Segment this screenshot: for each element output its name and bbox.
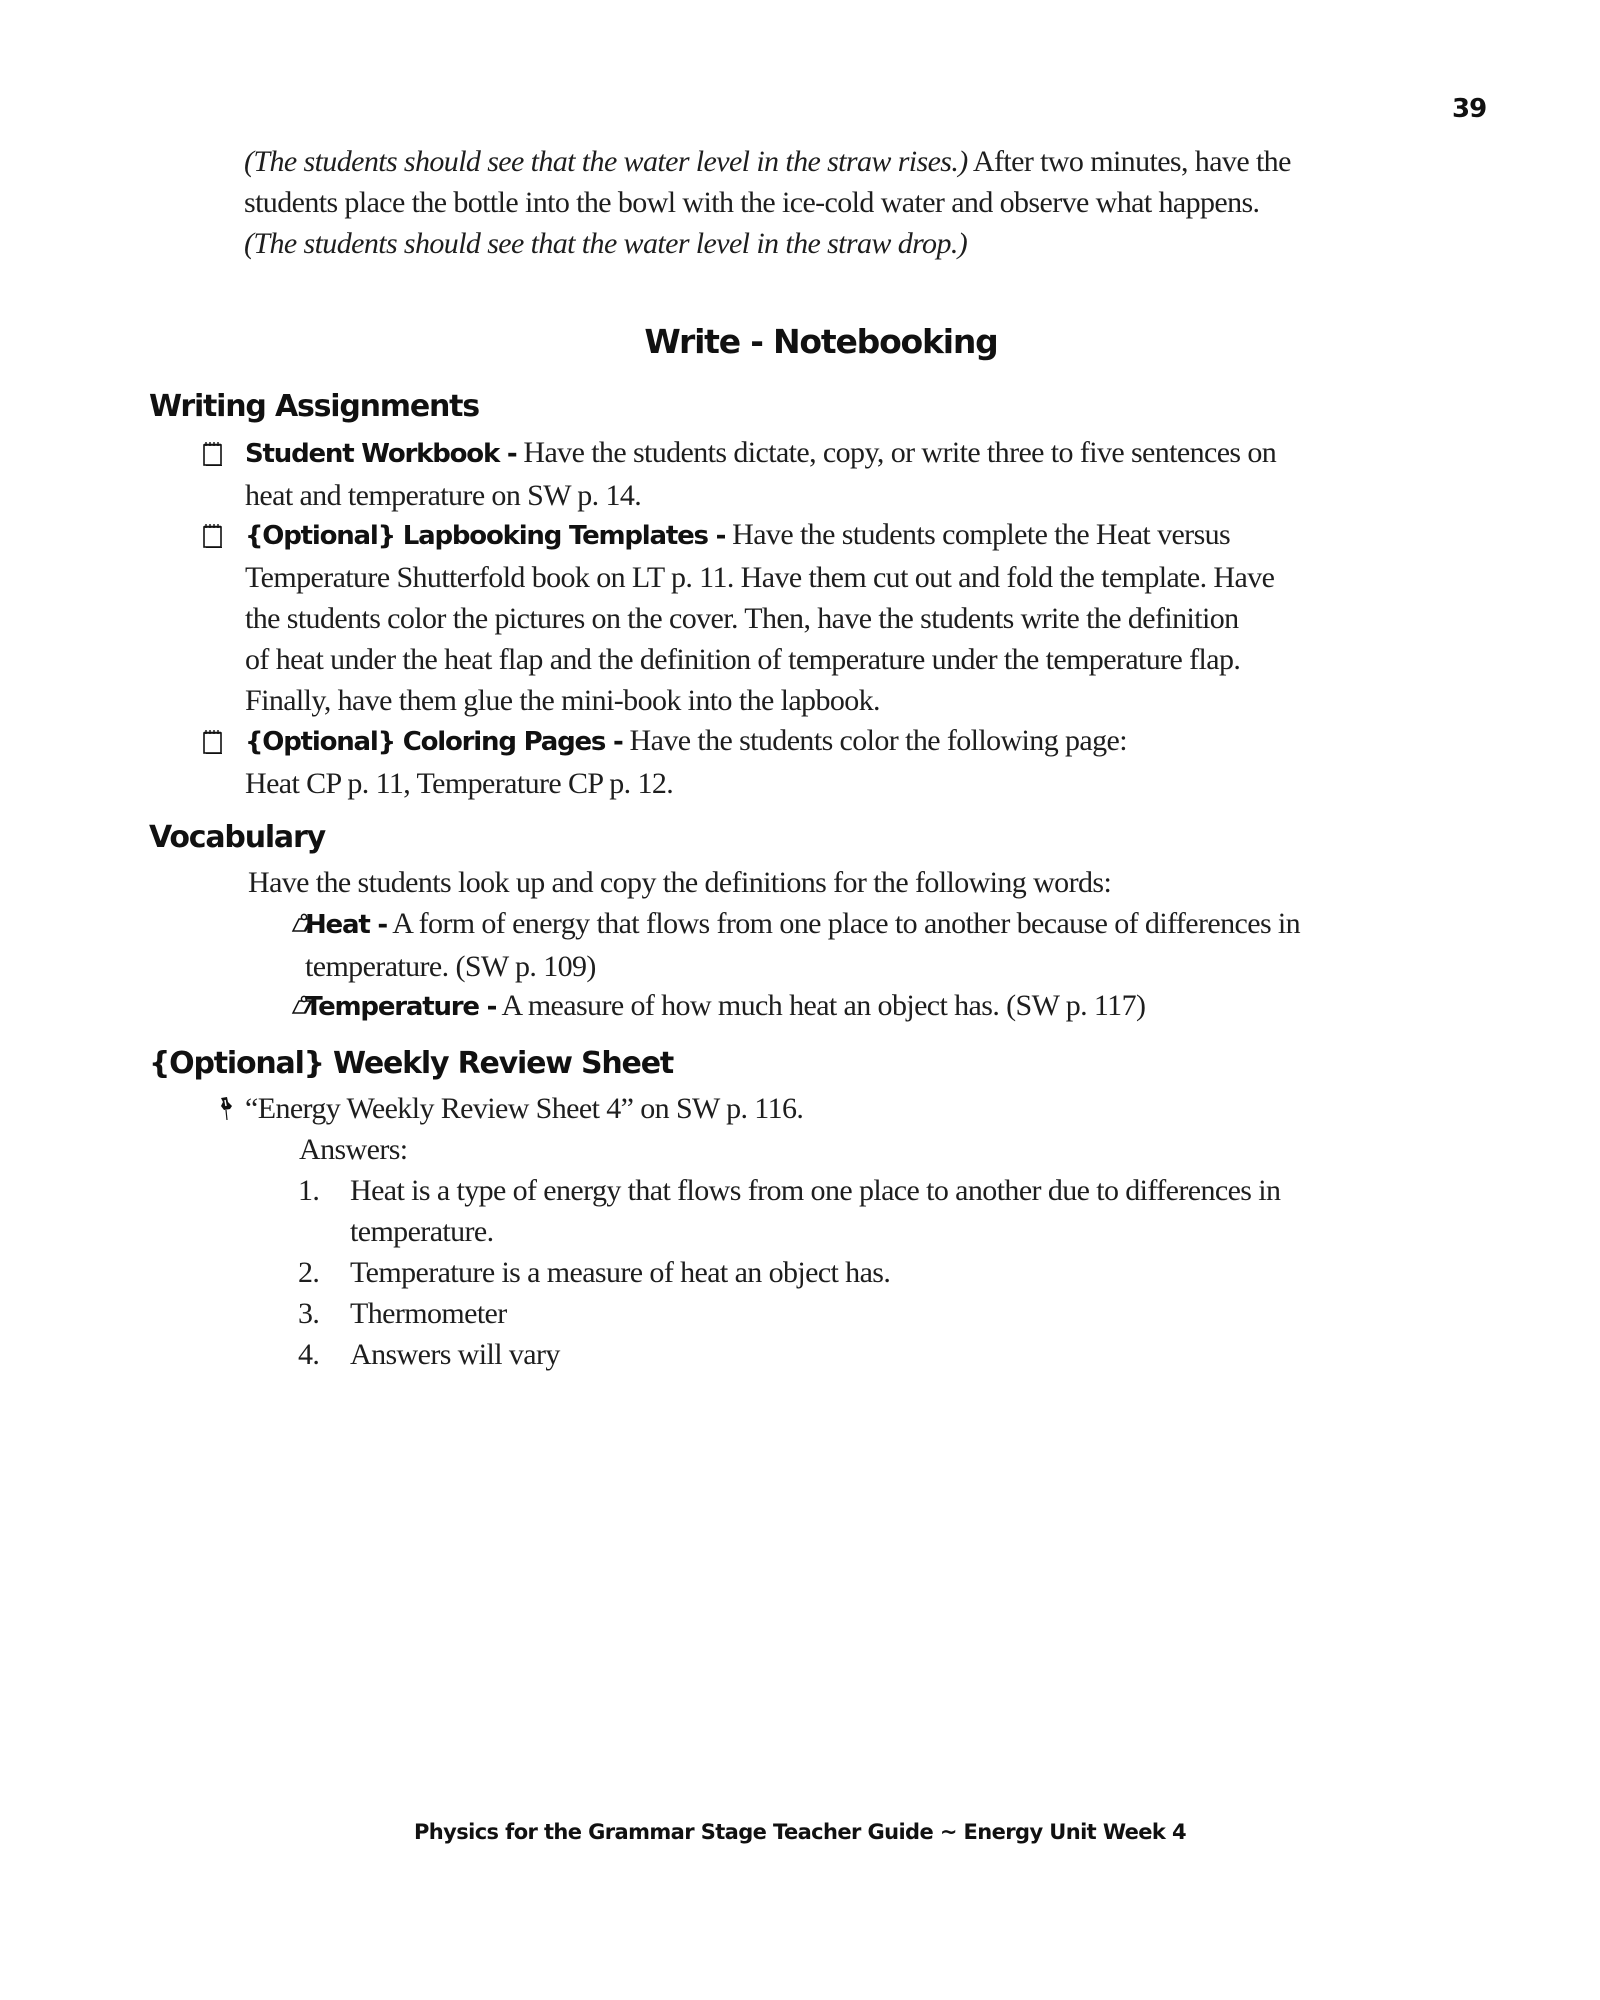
notepad-checkbox-icon[interactable] [202,523,224,554]
intro-line-1: (The students should see that the water level in the straw rises.) After two minutes, have the [244,145,1291,178]
answer-number: 4. [298,1338,320,1371]
vocabulary-heading: Vocabulary [149,820,325,855]
assignment-label: {Optional} Coloring Pages - [245,727,623,757]
vocab-term-temperature: Temperature - A measure of how much heat an object has. (SW p. 117) [305,989,1146,1022]
answers-label: Answers: [299,1133,408,1166]
review-sheet-heading: {Optional} Weekly Review Sheet [149,1046,673,1081]
vocab-term-heat: Heat - A form of energy that flows from one place to another because of differences in temperature. (SW p. 109) [305,907,1301,983]
page-footer: Physics for the Grammar Stage Teacher Guide ~ Energy Unit Week 4 [413,1820,1187,1844]
assignment-item-lapbooking: {Optional} Lapbooking Templates - Have the students complete the Heat versus Temperature Shutterfold book on LT p. 11. Have them cut out and fold the template. Have the students color the pictures on the cover. Then, have the students write the definition of heat under the heat flap and the definition of temperature under the temperature flap. Finally, have them glue the mini-book into the lapbook. [245,518,1275,717]
notepad-checkbox-icon[interactable] [202,441,224,472]
pushpin-icon [218,1096,234,1127]
answer-item: Temperature is a measure of heat an object has. [350,1256,891,1289]
assignment-label: Student Workbook - [245,439,517,469]
vocab-term-label: Heat - [305,910,388,940]
answer-item: Thermometer [350,1297,507,1330]
answer-number: 3. [298,1297,320,1330]
vocabulary-intro: Have the students look up and copy the definitions for the following words: [248,866,1112,899]
writing-assignments-heading: Writing Assignments [149,389,479,424]
answer-item: Answers will vary [350,1338,560,1371]
answer-number: 1. [298,1174,320,1207]
vocab-term-label: Temperature - [305,992,497,1022]
assignment-item-student-workbook: Student Workbook - Have the students dictate, copy, or write three to five sentences on heat and temperature on SW p. 14. [245,436,1277,512]
intro-line-3: (The students should see that the water level in the straw drop.) [244,227,968,260]
section-title: Write - Notebooking [644,322,998,361]
intro-paragraph [244,141,1291,264]
page-number: 39 [1452,94,1487,124]
answer-number: 2. [298,1256,320,1289]
assignment-label: {Optional} Lapbooking Templates - [245,521,726,551]
assignment-item-coloring-pages: {Optional} Coloring Pages - Have the students color the following page: Heat CP p. 11, Temperature CP p. 12. [245,724,1127,800]
answer-item: Heat is a type of energy that flows from one place to another due to differences in temperature. [350,1174,1281,1248]
intro-line-2: students place the bottle into the bowl with the ice-cold water and observe what happens. [244,186,1260,219]
notepad-checkbox-icon[interactable] [202,729,224,760]
review-sheet-assignment: “Energy Weekly Review Sheet 4” on SW p. 116. [245,1092,804,1125]
